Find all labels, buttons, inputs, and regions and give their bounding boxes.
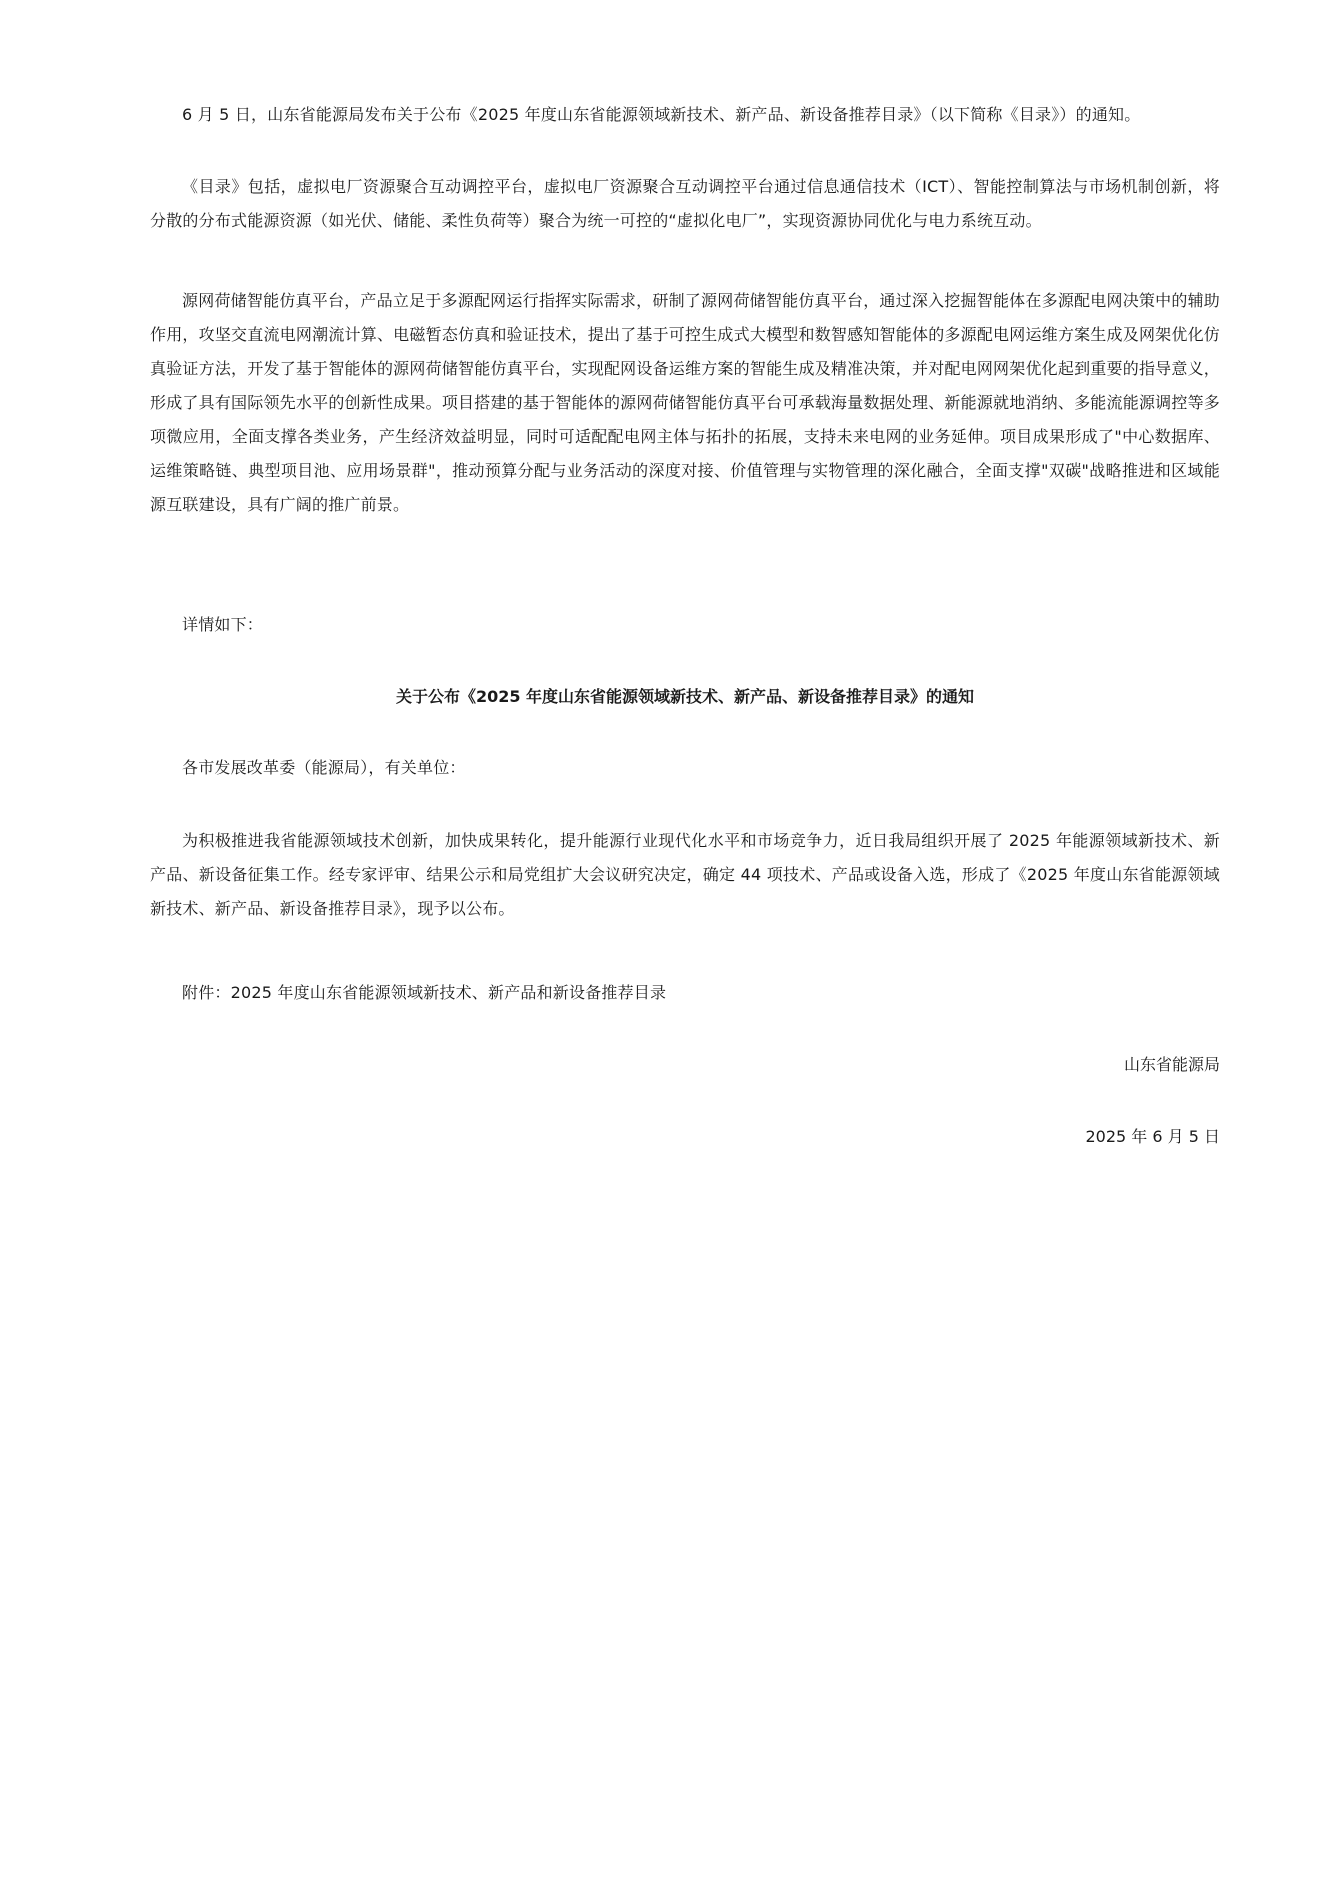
simulation-platform-paragraph: 源网荷储智能仿真平台，产品立足于多源配网运行指挥实际需求，研制了源网荷储智能仿真平台，通过深入挖掘智能体在多源配电网决策中的辅助作用，攻坚交直流电网潮流计算、电磁暂态仿真和验证技术，提出了基于可控生成式大模型和数智感知智能体的多源配电网运维方案生成及网架优化仿真验证方法，开发了基于智能体的源网荷储智能仿真平台，实现配网设备运维方案的智能生成及精准决策，并对配电网网架优化起到重要的指导意义，形成了具有国际领先水平的创新性成果。项目搭建的基于智能体的源网荷储智能仿真平台可承载海量数据处理、新能源就地消纳、多能流能源调控等多项微应用，全面支撑各类业务，产生经济效益明显，同时可适配配电网主体与拓扑的拓展，支持未来电网的业务延伸。项目成果形成了"中心数据库、运维策略链、典型项目池、应用场景群"，推动预算分配与业务活动的深度对接、价值管理与实物管理的深化融合，全面支撑"双碳"战略推进和区域能源互联建设，具有广阔的推广前景。 [150,291,1220,514]
notice-salutation: 各市发展改革委（能源局），有关单位： [182,758,466,777]
details-label: 详情如下： [182,615,264,634]
intro-paragraph: 6 月 5 日，山东省能源局发布关于公布《2025 年度山东省能源领域新技术、新产品、新设备推荐目录》（以下简称《目录》）的通知。 [182,105,1141,124]
notice-date: 2025 年 6 月 5 日 [1085,1127,1220,1146]
catalog-summary-paragraph: 《目录》包括，虚拟电厂资源聚合互动调控平台，虚拟电厂资源聚合互动调控平台通过信息通信技术（ICT）、智能控制算法与市场机制创新，将分散的分布式能源资源（如光伏、储能、柔性负荷等）聚合为统一可控的“虚拟化电厂”，实现资源协同优化与电力系统互动。 [150,177,1220,230]
notice-title: 关于公布《2025 年度山东省能源领域新技术、新产品、新设备推荐目录》的通知 [395,687,975,706]
notice-body: 为积极推进我省能源领域技术创新，加快成果转化，提升能源行业现代化水平和市场竞争力，近日我局组织开展了 2025 年能源领域新技术、新产品、新设备征集工作。经专家评审、结果公示和局党组扩大会议研究决定，确定 44 项技术、产品或设备入选，形成了《2025 年度山东省能源领域新技术、新产品、新设备推荐目录》，现予以公布。 [150,831,1220,918]
notice-signature: 山东省能源局 [1123,1055,1220,1074]
notice-attachment: 附件：2025 年度山东省能源领域新技术、新产品和新设备推荐目录 [182,983,667,1002]
